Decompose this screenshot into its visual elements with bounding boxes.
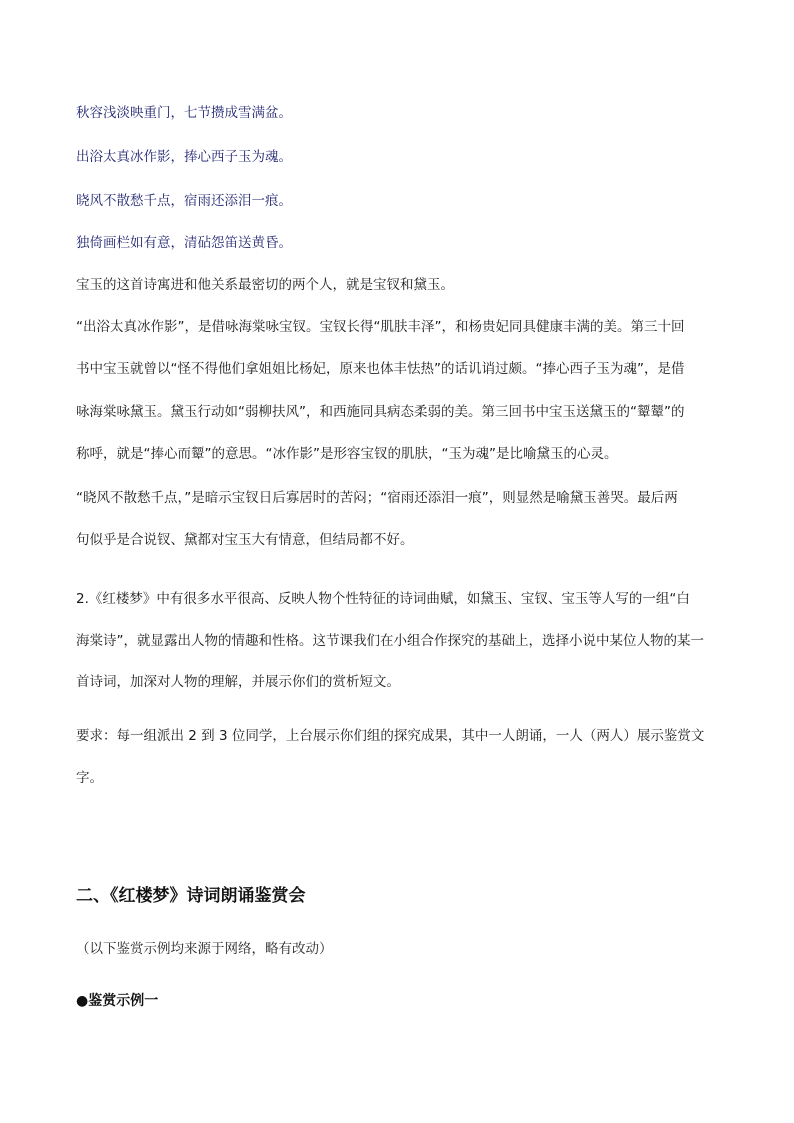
analysis2-line-2: 句似乎是合说钗、黛都对宝玉大有情意，但结局都不好。	[76, 532, 414, 548]
poem-line-1: 秋容浅淡映重门，七节攒成雪满盆。	[76, 105, 292, 121]
analysis1-line-1: “出浴太真冰作影”，是借咏海棠咏宝钗。宝钗长得“肌肤丰泽”，和杨贵妃同具健康丰满的美。第三十回	[76, 319, 685, 335]
task-line-1: 2.《红楼梦》中有很多水平很高、反映人物个性特征的诗词曲赋，如黛玉、宝钗、宝玉等人写的一组“白	[76, 591, 690, 607]
poem-line-4: 独倚画栏如有意，清砧怨笛送黄昏。	[76, 235, 292, 251]
analysis2-line-1: “晓风不散愁千点，”是暗示宝钗日后寡居时的苦闷；“宿雨还添泪一痕”，则显然是喻黛玉善哭。最后两	[76, 490, 678, 506]
analysis1-line-2: 书中宝玉就曾以“怪不得他们拿姐姐比杨妃，原来也体丰怯热”的话讥诮过颇。“捧心西子玉为魂”，是借	[76, 361, 685, 377]
task-line-2: 海棠诗”，就显露出人物的情趣和性格。这节课我们在小组合作探究的基础上，选择小说中某位人物的某一	[76, 633, 704, 649]
poem-line-3: 晓风不散愁千点，宿雨还添泪一痕。	[76, 193, 292, 209]
intro-paragraph: 宝玉的这首诗寓进和他关系最密切的两个人，就是宝钗和黛玉。	[76, 277, 454, 293]
section-note: （以下鉴赏示例均来源于网络，略有改动）	[76, 941, 333, 957]
poem-line-2: 出浴太真冰作影，捧心西子玉为魂。	[76, 149, 292, 165]
section-title: 二、《红楼梦》诗词朗诵鉴赏会	[76, 886, 306, 906]
analysis1-line-3: 咏海棠咏黛玉。黛玉行动如“弱柳扶风”，和西施同具病态柔弱的美。第三回书中宝玉送黛玉的“颦颦”的	[76, 404, 685, 420]
requirement-line-2: 字。	[76, 770, 103, 786]
task-line-3: 首诗词，加深对人物的理解，并展示你们的赏析短文。	[76, 674, 400, 690]
example-heading: ●鉴赏示例一	[76, 993, 159, 1009]
requirement-line-1: 要求：每一组派出 2 到 3 位同学，上台展示你们组的探究成果，其中一人朗诵，一人（两人）展示鉴赏文	[76, 728, 705, 744]
analysis1-line-4: 称呼，就是“捧心而颦”的意思。“冰作影”是形容宝钗的肌肤，“玉为魂”是比喻黛玉的心灵。	[76, 446, 618, 462]
